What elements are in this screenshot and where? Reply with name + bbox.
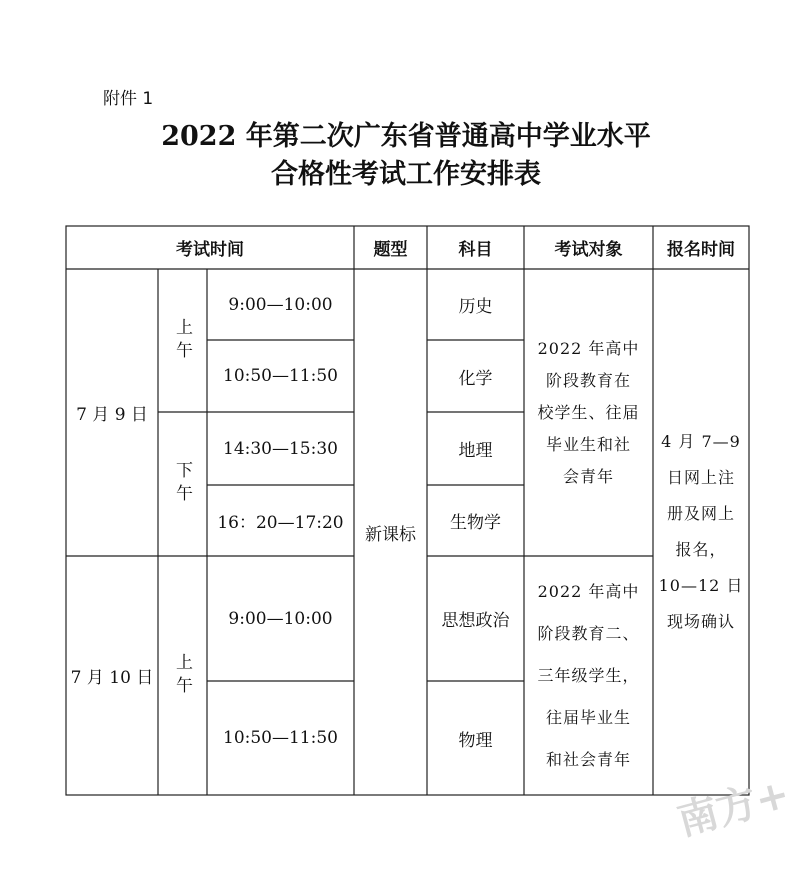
target-line: 2022 年高中 xyxy=(537,581,640,601)
period-morning-day2: 上午 xyxy=(172,652,192,699)
registration-line: 册及网上 xyxy=(666,504,735,523)
time-slot: 10:50—11:50 xyxy=(223,366,338,386)
subject-biology: 生物学 xyxy=(450,513,501,533)
date-july-10: 7 月 10 日 xyxy=(70,668,154,688)
header-exam-time: 考试时间 xyxy=(176,240,244,260)
target-line: 往届毕业生 xyxy=(545,707,631,727)
subject-geography: 地理 xyxy=(458,441,493,461)
registration-line: 4 月 7—9 xyxy=(661,432,741,451)
watermark-logo: 南方+ xyxy=(672,770,795,845)
header-exam-target: 考试对象 xyxy=(554,240,623,260)
header-registration-time: 报名时间 xyxy=(667,240,735,260)
exam-target-day1 xyxy=(524,269,653,556)
header-exam-type: 题型 xyxy=(373,240,408,260)
header-subject: 科目 xyxy=(458,240,493,260)
time-slot: 16：20—17:20 xyxy=(217,513,344,533)
target-line: 毕业生和社 xyxy=(545,434,631,454)
subject-physics: 物理 xyxy=(458,730,493,751)
target-line: 阶段教育二、 xyxy=(537,623,640,643)
target-line: 校学生、往届 xyxy=(537,402,640,422)
registration-line: 日网上注 xyxy=(666,468,735,487)
attachment-label: 附件 1 xyxy=(103,89,154,109)
registration-line: 报名， xyxy=(675,540,727,559)
target-line: 2022 年高中 xyxy=(537,338,640,358)
target-line: 会青年 xyxy=(562,466,614,486)
period-cell xyxy=(158,556,207,795)
time-slot: 10:50—11:50 xyxy=(223,728,338,748)
period-cell xyxy=(158,269,207,412)
registration-line: 现场确认 xyxy=(666,612,735,631)
time-slot: 9:00—10:00 xyxy=(228,294,333,315)
date-july-9: 7 月 9 日 xyxy=(76,405,148,425)
time-slot: 14:30—15:30 xyxy=(223,438,338,459)
subject-history: 历史 xyxy=(458,297,493,317)
target-line: 和社会青年 xyxy=(545,749,631,769)
registration-time-cell xyxy=(653,269,749,795)
period-morning-day1: 上午 xyxy=(172,317,192,364)
document-title-line1: 2022 年第二次广东省普通高中学业水平 xyxy=(161,121,651,152)
time-slot: 9:00—10:00 xyxy=(228,608,333,629)
period-afternoon-day1: 下午 xyxy=(172,461,192,507)
document-title-line2: 合格性考试工作安排表 xyxy=(271,159,541,190)
target-line: 阶段教育在 xyxy=(545,370,631,390)
exam-type-cell: 新课标 xyxy=(365,524,416,545)
registration-line: 10—12 日 xyxy=(658,576,744,595)
period-cell xyxy=(158,412,207,556)
exam-target-day2 xyxy=(524,556,653,795)
target-line: 三年级学生， xyxy=(537,665,640,685)
subject-politics: 思想政治 xyxy=(441,611,510,631)
subject-chemistry: 化学 xyxy=(458,368,493,389)
